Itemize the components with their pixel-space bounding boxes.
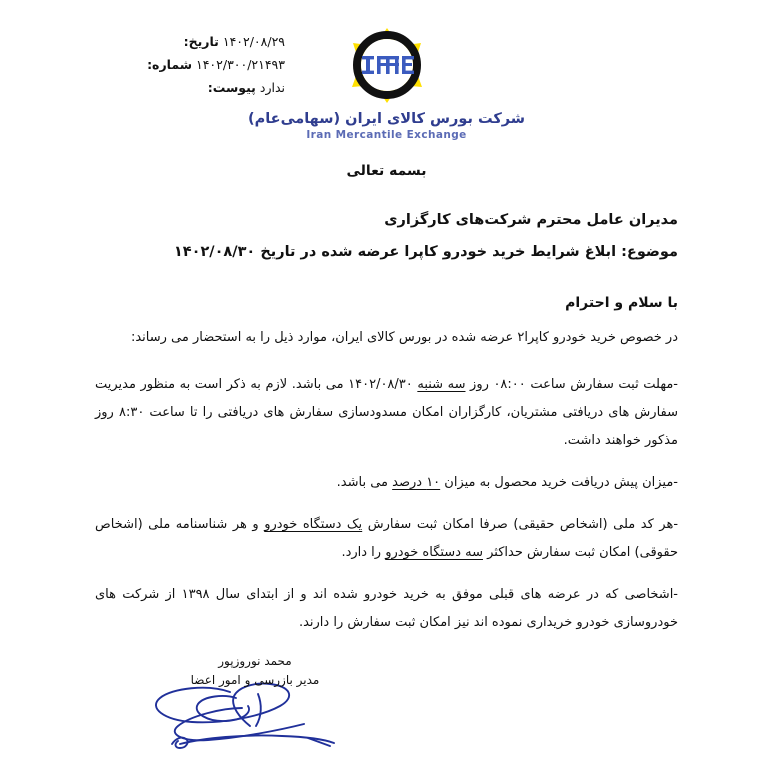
- clause-item: [95, 371, 678, 455]
- ime-logo-icon: [344, 26, 430, 106]
- organization-name-en: Iran Mercantile Exchange: [306, 129, 467, 141]
- letter-header: [0, 0, 773, 160]
- clause-text-middle: می باشد.: [336, 475, 393, 490]
- date-value: ۱۴۰۲/۰۸/۲۹: [222, 34, 285, 49]
- addressee-line: مدیران عامل محترم شرکت‌های کارگزاری: [384, 212, 678, 228]
- clause-text-prefix: -مهلت ثبت سفارش ساعت ۰۸:۰۰ روز: [465, 377, 678, 392]
- intro-paragraph: در خصوص خرید خودرو کاپرا۲ عرضه شده در بورس کالای ایران، موارد ذیل را به استحضار می رساند:: [130, 330, 678, 345]
- organization-name-fa: شرکت بورس کالای ایران (سهامی‌عام): [247, 111, 526, 127]
- clause-text-middle: و هر شناسنامه ملی (اشخاص حقوقی) امکان ثبت سفارش حداکثر: [95, 517, 678, 560]
- greeting-line: با سلام و احترام: [565, 295, 678, 311]
- clause-item: [95, 581, 678, 637]
- organization-logo: [0, 26, 773, 141]
- clause-item: [95, 469, 678, 497]
- attachment-label: پیوست:: [207, 80, 256, 95]
- attachment-value: ندارد: [259, 80, 285, 95]
- number-value: ۱۴۰۲/۳۰۰/۲۱۴۹۳: [196, 57, 285, 72]
- clause-text-prefix: -هر کد ملی (اشخاص حقیقی) صرفا امکان ثبت سفارش: [362, 517, 679, 532]
- signatory-name: محمد نوروزپور: [218, 654, 292, 668]
- signatory-role: مدیر بازرسی و امور اعضا: [190, 673, 320, 687]
- number-label: شماره:: [147, 57, 193, 72]
- basmala: بسمه تعالی: [346, 163, 427, 179]
- signature-block: [120, 652, 380, 762]
- clause-text-prefix: -اشخاصی که در عرضه های قبلی موفق به خرید خودرو شده اند و از ابتدای سال ۱۳۹۸ از شرکت های خودروسازی خودرو خریداری نموده اند نیز امکان ثبت سفارش را دارند.: [95, 587, 678, 630]
- clause-underline-1: سه شنبه: [417, 377, 466, 392]
- clause-underline-2: سه دستگاه خودرو: [385, 545, 483, 560]
- subject-line: موضوع: ابلاغ شرایط خرید خودرو کاپرا عرضه شده در تاریخ ۱۴۰۲/۰۸/۳۰: [173, 244, 678, 260]
- letter-body: [0, 163, 773, 651]
- clause-text-middle: ۱۴۰۲/۰۸/۳۰ می باشد. لازم به ذکر است به منظور مدیریت سفارش های دریافتی مشتریان، کارگزاران امکان مسدودسازی سفارش های دریافتی را تا ساعت ۸:۳۰ روز مذکور خواهند داشت.: [95, 377, 678, 448]
- clause-text-suffix: را دارد.: [341, 545, 386, 560]
- clause-underline-1: یک دستگاه خودرو: [264, 517, 363, 532]
- clause-item: [95, 511, 678, 567]
- clause-text-prefix: -میزان پیش دریافت خرید محصول به میزان: [440, 475, 678, 490]
- clause-list: [95, 371, 678, 637]
- signature-caption: [130, 652, 380, 690]
- clause-underline-1: ۱۰ درصد: [392, 475, 441, 490]
- date-label: تاریخ:: [183, 34, 219, 49]
